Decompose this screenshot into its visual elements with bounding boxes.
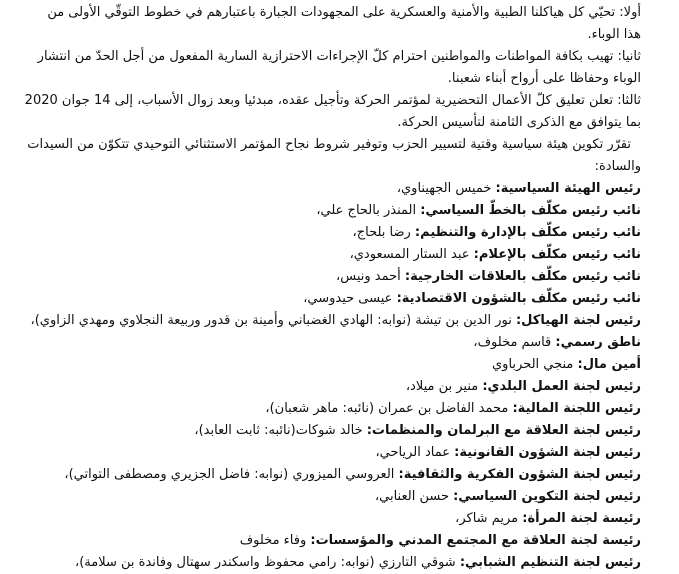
intro-line-2b: الوباء وحفاظا على أرواح أبناء شعبنا.: [447, 71, 641, 86]
member-name: قاسم مخلوف،: [473, 335, 556, 350]
member-role: رئيس لجنة العمل البلدي:: [482, 379, 641, 394]
intro-line-1: أولا: تحيّي كل هياكلنا الطبية والأمنية والعسكرية على المجهودات الجبارة باعتبارهم في خطوط التوقّي الأولى من: [47, 5, 641, 20]
member-line: [18, 530, 641, 552]
member-name: منير بن ميلاد،: [405, 379, 483, 394]
member-role: رئيس لجنة التكوين السياسي:: [453, 489, 641, 504]
member-name: المنذر بالحاج علي،: [316, 203, 421, 218]
member-line: [18, 398, 641, 420]
member-role: نائب رئيس مكلّف بالعلاقات الخارجية:: [404, 269, 641, 284]
member-line: [18, 464, 641, 486]
member-line: [18, 200, 641, 222]
member-role: رئيس لجنة الشؤون القانونية:: [454, 445, 641, 460]
member-line: [18, 354, 641, 376]
member-line: [18, 552, 641, 574]
member-role: رئيس لجنة التنظيم الشبابي:: [459, 555, 641, 570]
member-role: رئيسة لجنة المرأة:: [522, 511, 641, 526]
member-name: عيسى حيدوسي،: [303, 291, 397, 306]
member-name: أحمد ونيس،: [336, 269, 405, 284]
member-name: منجي الحرباوي: [491, 357, 578, 372]
member-role: رئيس لجنة الهياكل:: [515, 313, 641, 328]
member-role: أمين مال:: [577, 357, 641, 372]
member-line: [18, 178, 641, 200]
member-name: عبد الستار المسعودي،: [349, 247, 474, 262]
member-line: [18, 310, 641, 332]
intro-line-4: تقرّر تكوين هيئة سياسية وقتية لتسيير الحزب وتوفير شروط نجاح المؤتمر الاستثنائي التوحيدي تتكوّن من السيدات: [27, 137, 631, 152]
member-name: وفاء مخلوف: [239, 533, 311, 548]
member-name: خالد شوكات(نائبه: ثابت العابد)،: [194, 423, 367, 438]
member-role: رئيس اللجنة المالية:: [512, 401, 641, 416]
member-name: شوقي التارزي (نوابه: رامي محفوظ واسكندر سهتال وفاندة بن سلامة)،: [75, 555, 460, 570]
member-line: [18, 442, 641, 464]
member-line: [18, 288, 641, 310]
member-role: رئيس لجنة الشؤون الفكرية والثقافية:: [398, 467, 641, 482]
member-line: [18, 376, 641, 398]
member-name: حسن العنابي،: [374, 489, 454, 504]
member-name: نور الدين بن تيشة (نوابه: الهادي الغضباني وأمينة بن قدور وربيعة النجلاوي ومهدي الزاوي)،: [30, 313, 516, 328]
member-line: [18, 420, 641, 442]
intro-line-1b: هذا الوباء.: [587, 27, 641, 42]
member-role: ناطق رسمي:: [555, 335, 641, 350]
member-name: محمد الفاضل بن عمران (نائبه: ماهر شعبان)،: [265, 401, 513, 416]
member-name: العروسي الميزوري (نوابه: فاضل الجزيري ومصطفى التواتي)،: [64, 467, 399, 482]
member-line: [18, 332, 641, 354]
member-name: رضا بلحاج،: [352, 225, 415, 240]
member-name: خميس الجهيناوي،: [396, 181, 496, 196]
member-name: عماد الرياحي،: [375, 445, 455, 460]
member-line: [18, 244, 641, 266]
intro-line-2: ثانيا: تهيب بكافة المواطنات والمواطنين احترام كلّ الإجراءات الاحترازية السارية المفعول من أجل الحدّ من انتشار: [37, 49, 641, 64]
member-role: رئيسة لجنة العلاقة مع المجتمع المدني والمؤسسات:: [310, 533, 641, 548]
member-role: نائب رئيس مكلّف بالإدارة والتنظيم:: [414, 225, 641, 240]
member-role: نائب رئيس مكلّف بالشؤون الاقتصادية:: [396, 291, 641, 306]
member-line: [18, 486, 641, 508]
member-role: نائب رئيس مكلّف بالإعلام:: [473, 247, 641, 262]
intro-line-3b: بما يتوافق مع الذكرى الثامنة لتأسيس الحركة.: [397, 115, 641, 130]
member-role: نائب رئيس مكلّف بالخطّ السياسي:: [420, 203, 641, 218]
member-line: [18, 508, 641, 530]
intro-line-4b: والسادة:: [594, 159, 641, 174]
intro-line-3: ثالثا: تعلن تعليق كلّ الأعمال التحضيرية لمؤتمر الحركة وتأجيل عقده، مبدئيا وبعد زوال الأسباب، إلى 14 جوان 2020: [24, 93, 641, 108]
member-name: مريم شاكر،: [455, 511, 523, 526]
member-role: رئيس الهيئة السياسية:: [495, 181, 641, 196]
member-line: [18, 222, 641, 244]
member-role: رئيس لجنة العلاقة مع البرلمان والمنظمات:: [366, 423, 641, 438]
member-line: [18, 266, 641, 288]
